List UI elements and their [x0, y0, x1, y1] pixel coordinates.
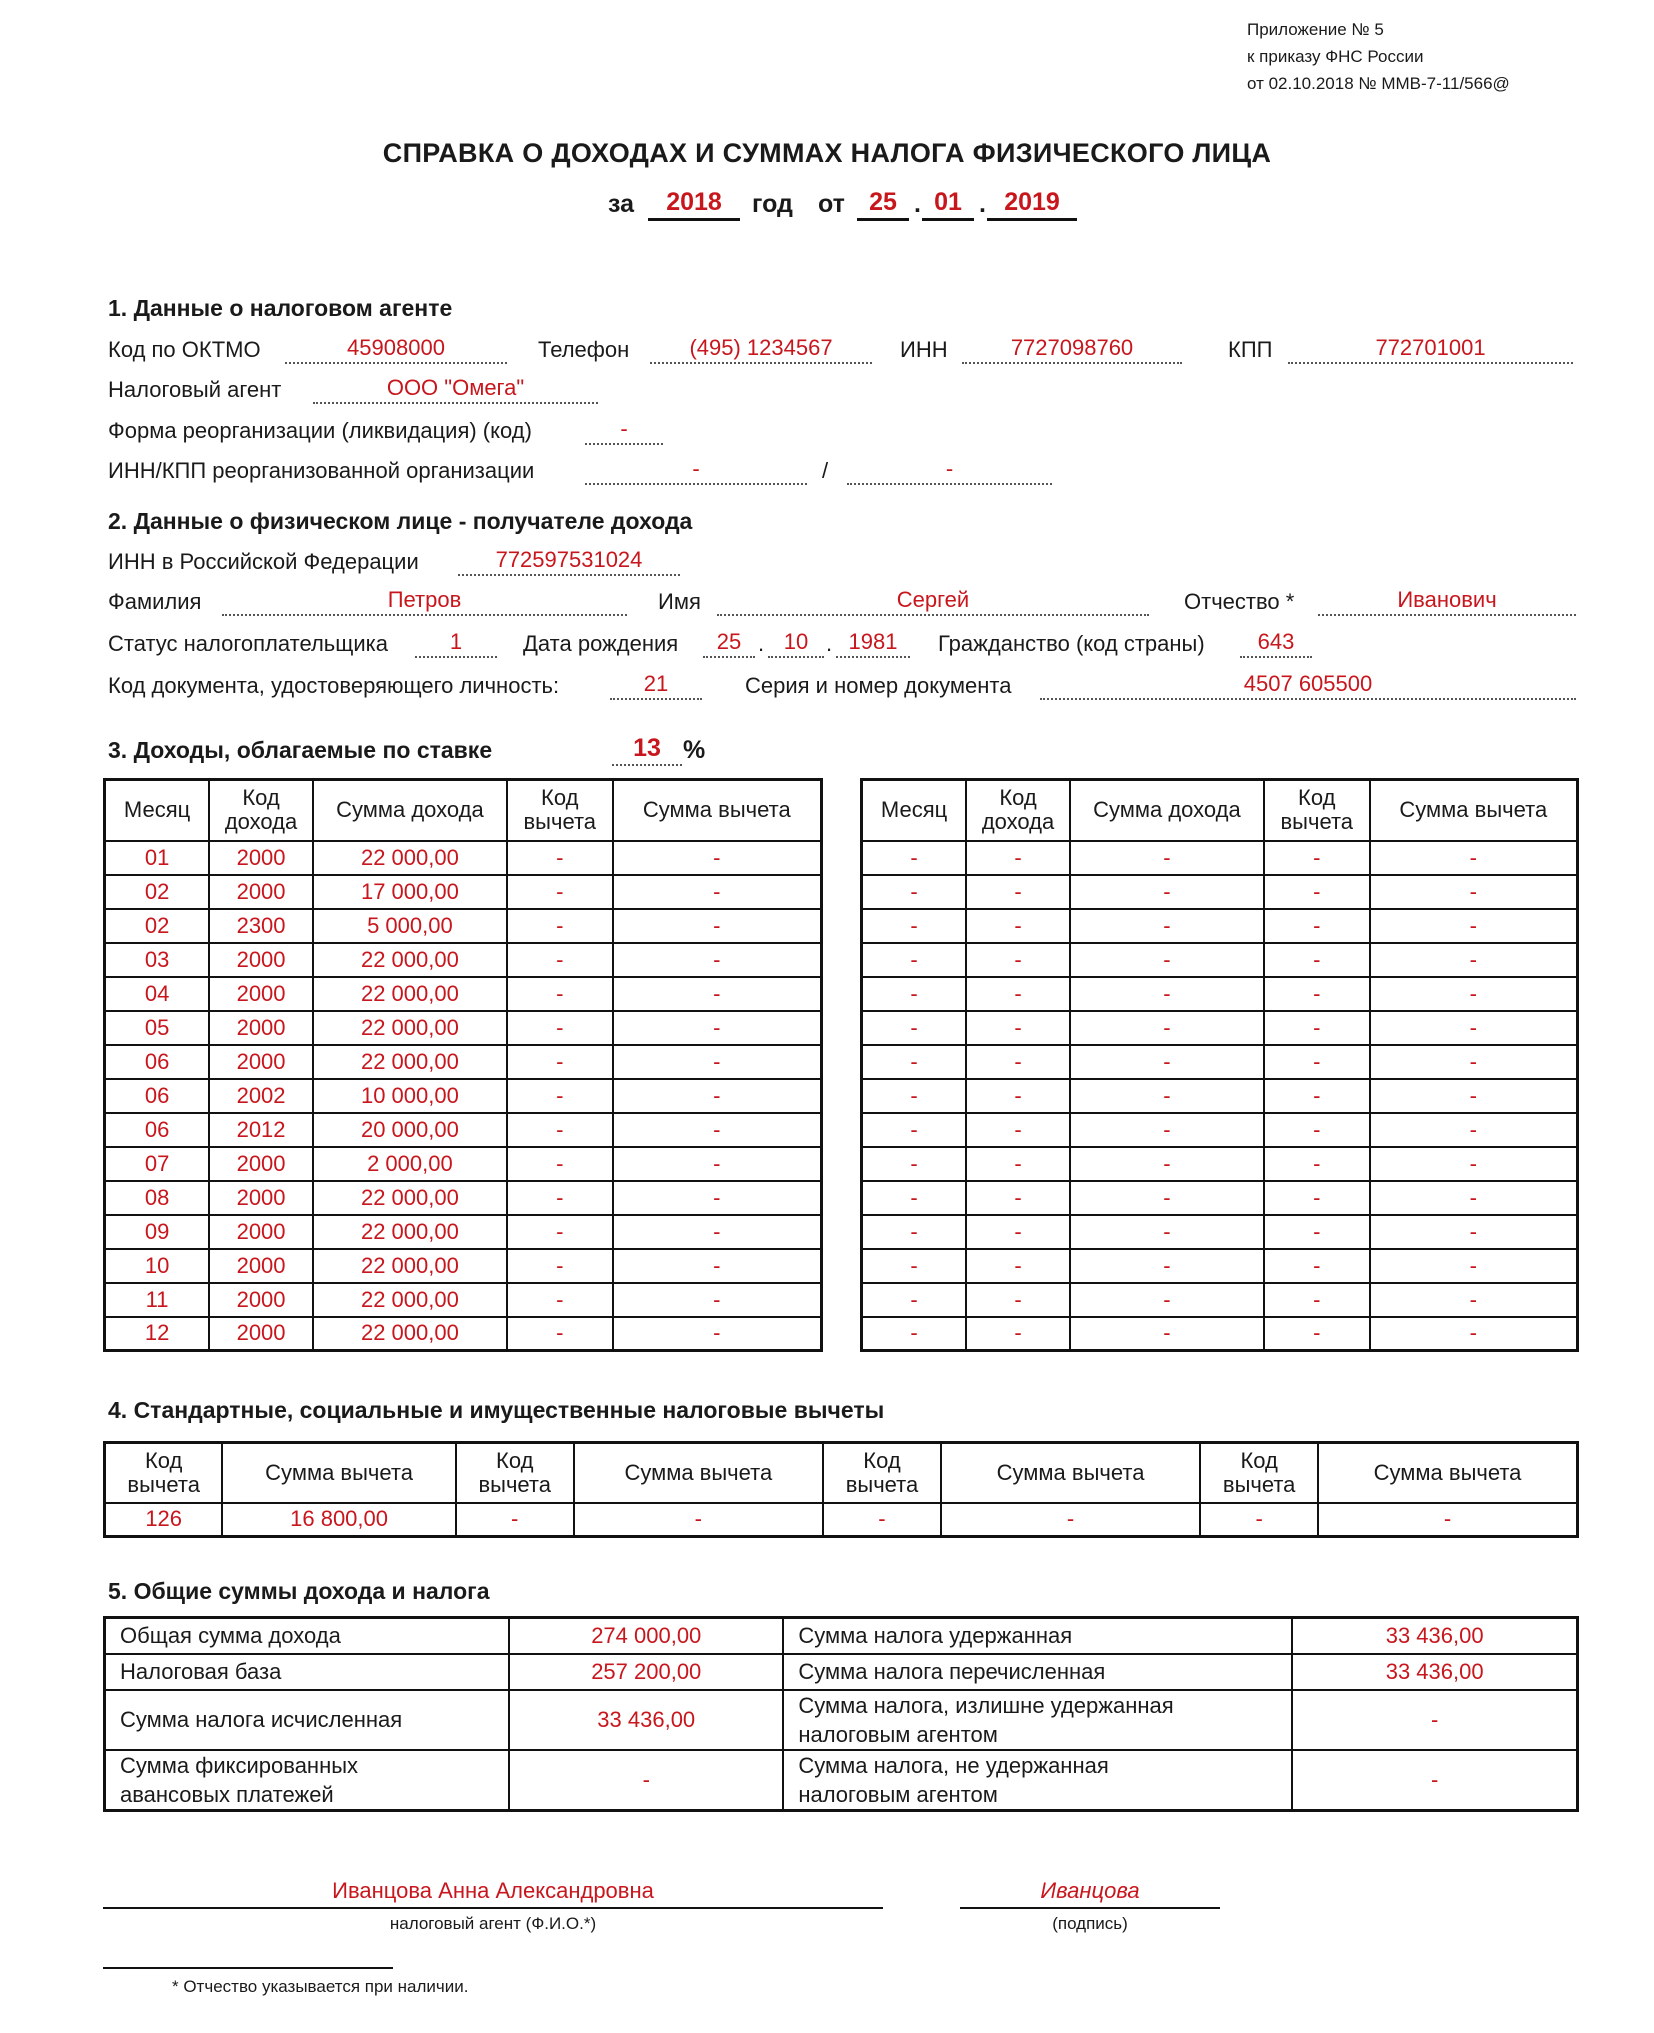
deduction-sum-cell: - — [613, 841, 822, 875]
tax-withheld-value: 33 436,00 — [1292, 1618, 1577, 1654]
income-row — [862, 943, 1578, 977]
month-cell: - — [862, 1249, 967, 1283]
deduction-sum-cell: - — [1370, 1113, 1578, 1147]
appendix-line-2: к приказу ФНС России — [1247, 47, 1424, 66]
deduction-code-cell: - — [507, 1283, 613, 1317]
reorg-slash: / — [822, 458, 829, 483]
deduction-sum-value: - — [574, 1503, 823, 1537]
income-row — [862, 1249, 1578, 1283]
income-sum-cell: 10 000,00 — [313, 1079, 507, 1113]
doc-number-value: 4507 605500 — [1040, 670, 1576, 700]
income-sum-cell: - — [1070, 1045, 1264, 1079]
col-income-code-header: Код дохода — [209, 780, 313, 841]
col-income-sum-header: Сумма дохода — [1070, 780, 1264, 841]
deduction-sum-cell: - — [613, 1079, 822, 1113]
deduction-sum-value: - — [941, 1503, 1200, 1537]
appendix-line-3: от 02.10.2018 № ММВ-7-11/566@ — [1247, 74, 1510, 93]
deduction-code-cell: - — [1264, 1113, 1370, 1147]
month-cell: - — [862, 909, 967, 943]
income-code-cell: 2300 — [209, 909, 313, 943]
deduction-sum-value: 16 800,00 — [222, 1503, 455, 1537]
income-code-cell: 2012 — [209, 1113, 313, 1147]
income-sum-cell: - — [1070, 1181, 1264, 1215]
agent-inn-label: ИНН — [900, 337, 948, 362]
citizenship-label: Гражданство (код страны) — [938, 631, 1205, 656]
col-deduction-sum-header: Сумма вычета — [1370, 780, 1578, 841]
period-for-label: за — [608, 190, 635, 218]
income-code-cell: 2000 — [209, 1249, 313, 1283]
income-row — [105, 1113, 822, 1147]
birth-dot: . — [758, 631, 765, 656]
tax-overwithheld-value: - — [1292, 1690, 1577, 1750]
deduction-code-cell: - — [507, 1113, 613, 1147]
deduction-sum-value: - — [1318, 1503, 1577, 1537]
doc-number-label: Серия и номер документа — [745, 673, 1012, 698]
income-code-cell: - — [966, 977, 1070, 1011]
totals-table — [103, 1616, 1579, 1812]
income-code-cell: - — [966, 1317, 1070, 1351]
income-row — [862, 1045, 1578, 1079]
deduction-sum-cell: - — [1370, 1181, 1578, 1215]
month-cell: - — [862, 1147, 967, 1181]
income-code-cell: 2000 — [209, 1215, 313, 1249]
deduction-code-value: - — [823, 1503, 941, 1537]
month-cell: - — [862, 1215, 967, 1249]
income-sum-cell: - — [1070, 875, 1264, 909]
income-table-left — [103, 778, 823, 1352]
income-code-cell: - — [966, 1147, 1070, 1181]
deduction-sum-cell: - — [613, 1249, 822, 1283]
deduction-sum-cell: - — [613, 909, 822, 943]
fixed-advance-label: Сумма фиксированных авансовых платежей — [105, 1750, 510, 1811]
tax-calculated-value: 33 436,00 — [509, 1690, 783, 1750]
footnote: * Отчество указывается при наличии. — [172, 1977, 469, 1996]
deduction-code-header: Код вычета — [456, 1443, 574, 1503]
income-sum-cell: - — [1070, 1283, 1264, 1317]
col-deduction-code-header: Код вычета — [507, 780, 613, 841]
tax-transferred-value: 33 436,00 — [1292, 1654, 1577, 1690]
total-income-value: 274 000,00 — [509, 1618, 783, 1654]
birth-dot: . — [826, 631, 833, 656]
deduction-code-cell: - — [1264, 1011, 1370, 1045]
income-code-cell: 2002 — [209, 1079, 313, 1113]
income-sum-cell: 5 000,00 — [313, 909, 507, 943]
total-income-label: Общая сумма дохода — [105, 1618, 510, 1654]
name-label: Имя — [658, 589, 701, 614]
deduction-sum-cell: - — [613, 1283, 822, 1317]
period-from-label: от — [818, 190, 845, 218]
period-dot: . — [914, 190, 921, 218]
deduction-code-header: Код вычета — [105, 1443, 223, 1503]
birth-month-value: 10 — [768, 628, 824, 658]
deduction-sum-cell: - — [1370, 1249, 1578, 1283]
deduction-code-cell: - — [1264, 1181, 1370, 1215]
income-code-cell: 2000 — [209, 1283, 313, 1317]
deduction-sum-cell: - — [1370, 1147, 1578, 1181]
deduction-sum-header: Сумма вычета — [222, 1443, 455, 1503]
deduction-sum-cell: - — [613, 977, 822, 1011]
deduction-sum-cell: - — [1370, 1283, 1578, 1317]
deduction-code-cell: - — [507, 977, 613, 1011]
deductions-table — [103, 1441, 1579, 1538]
deduction-code-cell: - — [507, 1181, 613, 1215]
patronymic-label: Отчество * — [1184, 589, 1295, 614]
percent-sign: % — [683, 736, 706, 764]
page-title: СПРАВКА О ДОХОДАХ И СУММАХ НАЛОГА ФИЗИЧЕСКОГО ЛИЦА — [382, 138, 1272, 168]
deduction-sum-cell: - — [1370, 1079, 1578, 1113]
income-sum-cell: 22 000,00 — [313, 943, 507, 977]
income-rows-left — [105, 841, 822, 1351]
deduction-sum-cell: - — [613, 1113, 822, 1147]
income-sum-cell: 20 000,00 — [313, 1113, 507, 1147]
deduction-sum-cell: - — [1370, 1011, 1578, 1045]
month-cell: 04 — [105, 977, 210, 1011]
income-row — [105, 909, 822, 943]
income-sum-cell: 22 000,00 — [313, 1045, 507, 1079]
income-rows-right — [862, 841, 1578, 1351]
deduction-code-cell: - — [1264, 1045, 1370, 1079]
income-row — [862, 1317, 1578, 1351]
income-code-cell: - — [966, 909, 1070, 943]
reorg-kpp-value: - — [847, 455, 1052, 485]
deduction-sum-cell: - — [1370, 943, 1578, 977]
oktmo-label: Код по ОКТМО — [108, 337, 261, 362]
month-cell: - — [862, 1181, 967, 1215]
name-value: Сергей — [717, 586, 1149, 616]
birth-year-value: 1981 — [836, 628, 910, 658]
income-row — [862, 1079, 1578, 1113]
income-code-cell: - — [966, 1249, 1070, 1283]
month-cell: - — [862, 1113, 967, 1147]
agent-kpp-label: КПП — [1228, 337, 1273, 362]
income-code-cell: - — [966, 841, 1070, 875]
deduction-code-header: Код вычета — [823, 1443, 941, 1503]
deduction-sum-cell: - — [613, 875, 822, 909]
agent-fio-caption: налоговый агент (Ф.И.О.*) — [389, 1914, 597, 1933]
deduction-sum-cell: - — [613, 943, 822, 977]
deduction-code-cell: - — [507, 1011, 613, 1045]
doc-code-label: Код документа, удостоверяющего личность: — [108, 673, 560, 698]
appendix-line-1: Приложение № 5 — [1247, 20, 1384, 39]
income-sum-cell: 22 000,00 — [313, 1249, 507, 1283]
period-year: 2018 — [648, 186, 740, 221]
footnote-divider — [103, 1967, 393, 1969]
tax-overwithheld-label: Сумма налога, излишне удержанная налоговым агентом — [783, 1690, 1292, 1750]
month-cell: 08 — [105, 1181, 210, 1215]
col-month-header: Месяц — [105, 780, 210, 841]
income-row — [105, 1317, 822, 1351]
income-sum-cell: - — [1070, 1113, 1264, 1147]
deduction-sum-cell: - — [1370, 977, 1578, 1011]
income-row — [105, 1283, 822, 1317]
col-deduction-sum-header: Сумма вычета — [613, 780, 822, 841]
deduction-code-cell: - — [1264, 977, 1370, 1011]
income-row — [862, 1283, 1578, 1317]
income-code-cell: 2000 — [209, 1147, 313, 1181]
income-row — [862, 1181, 1578, 1215]
period-date-year: 2019 — [987, 186, 1077, 221]
status-value: 1 — [415, 628, 497, 658]
income-row — [105, 1181, 822, 1215]
income-code-cell: - — [966, 1079, 1070, 1113]
income-sum-cell: 2 000,00 — [313, 1147, 507, 1181]
deduction-sum-header: Сумма вычета — [1318, 1443, 1577, 1503]
person-inn-value: 772597531024 — [458, 546, 680, 576]
section3-heading: 3. Доходы, облагаемые по ставке — [108, 737, 493, 763]
period-day: 25 — [857, 186, 909, 221]
deduction-sum-cell: - — [1370, 875, 1578, 909]
status-label: Статус налогоплательщика — [108, 631, 389, 656]
income-sum-cell: 22 000,00 — [313, 1011, 507, 1045]
section4-heading: 4. Стандартные, социальные и имущественные налоговые вычеты — [108, 1397, 885, 1423]
income-table-right — [860, 778, 1579, 1352]
deduction-code-cell: - — [1264, 909, 1370, 943]
deduction-code-cell: - — [507, 875, 613, 909]
tax-base-value: 257 200,00 — [509, 1654, 783, 1690]
month-cell: 06 — [105, 1045, 210, 1079]
doc-code-value: 21 — [610, 670, 702, 700]
person-inn-label: ИНН в Российской Федерации — [108, 549, 419, 574]
deduction-sum-cell: - — [1370, 909, 1578, 943]
income-sum-cell: 22 000,00 — [313, 1181, 507, 1215]
tax-calculated-label: Сумма налога исчисленная — [105, 1690, 510, 1750]
month-cell: 06 — [105, 1113, 210, 1147]
period-month: 01 — [922, 186, 974, 221]
phone-label: Телефон — [538, 337, 630, 362]
deduction-code-cell: - — [1264, 1215, 1370, 1249]
income-code-cell: 2000 — [209, 1045, 313, 1079]
tax-not-withheld-label: Сумма налога, не удержанная налоговым агентом — [783, 1750, 1292, 1811]
income-code-cell: 2000 — [209, 1317, 313, 1351]
deduction-code-cell: - — [507, 943, 613, 977]
patronymic-value: Иванович — [1318, 586, 1576, 616]
deduction-code-cell: - — [1264, 1147, 1370, 1181]
income-code-cell: - — [966, 1181, 1070, 1215]
income-code-cell: 2000 — [209, 977, 313, 1011]
income-sum-cell: 22 000,00 — [313, 1215, 507, 1249]
deduction-code-value: - — [1200, 1503, 1318, 1537]
section2-heading: 2. Данные о физическом лице - получателе дохода — [108, 508, 693, 534]
reorg-inn-kpp-label: ИНН/КПП реорганизованной организации — [108, 458, 535, 483]
deduction-sum-header: Сумма вычета — [941, 1443, 1200, 1503]
income-row — [862, 1011, 1578, 1045]
income-code-cell: 2000 — [209, 943, 313, 977]
income-row — [862, 909, 1578, 943]
deduction-code-cell: - — [507, 909, 613, 943]
month-cell: - — [862, 1283, 967, 1317]
fixed-advance-value: - — [509, 1750, 783, 1811]
col-income-code-header: Код дохода — [966, 780, 1070, 841]
deduction-code-cell: - — [1264, 943, 1370, 977]
signature-value: Иванцова — [960, 1877, 1220, 1909]
reorg-inn-value: - — [585, 455, 807, 485]
income-row — [105, 875, 822, 909]
month-cell: 12 — [105, 1317, 210, 1351]
income-code-cell: 2000 — [209, 875, 313, 909]
income-sum-cell: - — [1070, 1011, 1264, 1045]
agent-value: ООО "Омега" — [313, 374, 598, 404]
col-deduction-code-header: Код вычета — [1264, 780, 1370, 841]
income-code-cell: - — [966, 875, 1070, 909]
appendix-note — [1247, 16, 1510, 97]
income-code-cell: 2000 — [209, 1181, 313, 1215]
income-row — [105, 943, 822, 977]
agent-label: Налоговый агент — [108, 377, 282, 402]
deduction-code-cell: - — [507, 1079, 613, 1113]
month-cell: 03 — [105, 943, 210, 977]
deduction-sum-cell: - — [613, 1045, 822, 1079]
birth-day-value: 25 — [703, 628, 755, 658]
month-cell: - — [862, 1011, 967, 1045]
col-income-sum-header: Сумма дохода — [313, 780, 507, 841]
deduction-code-cell: - — [507, 1147, 613, 1181]
income-row — [862, 977, 1578, 1011]
deduction-code-value: 126 — [105, 1503, 223, 1537]
income-row — [105, 1147, 822, 1181]
phone-value: (495) 1234567 — [650, 334, 872, 364]
month-cell: 02 — [105, 875, 210, 909]
month-cell: - — [862, 943, 967, 977]
deduction-code-cell: - — [507, 1215, 613, 1249]
income-sum-cell: 22 000,00 — [313, 841, 507, 875]
month-cell: 10 — [105, 1249, 210, 1283]
income-sum-cell: 22 000,00 — [313, 1317, 507, 1351]
income-sum-cell: - — [1070, 977, 1264, 1011]
col-month-header: Месяц — [862, 780, 967, 841]
tax-withheld-label: Сумма налога удержанная — [783, 1618, 1292, 1654]
signature-caption: (подпись) — [1052, 1914, 1128, 1933]
period-dot: . — [979, 190, 986, 218]
deduction-sum-cell: - — [613, 1317, 822, 1351]
tax-base-label: Налоговая база — [105, 1654, 510, 1690]
birthdate-label: Дата рождения — [523, 631, 679, 656]
deduction-sum-header: Сумма вычета — [574, 1443, 823, 1503]
reorg-form-value: - — [585, 415, 663, 445]
deduction-code-cell: - — [1264, 1283, 1370, 1317]
month-cell: 11 — [105, 1283, 210, 1317]
income-row — [105, 1249, 822, 1283]
tax-rate-value: 13 — [612, 732, 682, 766]
income-sum-cell: - — [1070, 1317, 1264, 1351]
deduction-sum-cell: - — [1370, 1317, 1578, 1351]
month-cell: - — [862, 841, 967, 875]
income-sum-cell: - — [1070, 1215, 1264, 1249]
deduction-sum-cell: - — [1370, 1215, 1578, 1249]
income-row — [862, 841, 1578, 875]
deduction-code-cell: - — [1264, 1249, 1370, 1283]
section1-heading: 1. Данные о налоговом агенте — [108, 295, 453, 321]
income-code-cell: - — [966, 1283, 1070, 1317]
income-sum-cell: 17 000,00 — [313, 875, 507, 909]
deduction-code-value: - — [456, 1503, 574, 1537]
income-row — [862, 1113, 1578, 1147]
income-code-cell: - — [966, 943, 1070, 977]
month-cell: 05 — [105, 1011, 210, 1045]
deduction-code-cell: - — [507, 1317, 613, 1351]
surname-label: Фамилия — [108, 589, 202, 614]
income-code-cell: 2000 — [209, 1011, 313, 1045]
income-row — [105, 1079, 822, 1113]
month-cell: 02 — [105, 909, 210, 943]
deduction-sum-cell: - — [613, 1181, 822, 1215]
month-cell: 09 — [105, 1215, 210, 1249]
agent-kpp-value: 772701001 — [1288, 334, 1573, 364]
month-cell: - — [862, 1317, 967, 1351]
income-code-cell: - — [966, 1215, 1070, 1249]
deduction-code-cell: - — [507, 1249, 613, 1283]
income-sum-cell: - — [1070, 1079, 1264, 1113]
deduction-code-cell: - — [1264, 875, 1370, 909]
tax-transferred-label: Сумма налога перечисленная — [783, 1654, 1292, 1690]
income-row — [105, 1215, 822, 1249]
income-row — [105, 1011, 822, 1045]
income-code-cell: 2000 — [209, 841, 313, 875]
income-sum-cell: 22 000,00 — [313, 977, 507, 1011]
deduction-code-cell: - — [1264, 841, 1370, 875]
deduction-sum-cell: - — [1370, 1045, 1578, 1079]
income-row — [105, 841, 822, 875]
income-row — [105, 977, 822, 1011]
income-row — [105, 1045, 822, 1079]
income-sum-cell: - — [1070, 943, 1264, 977]
income-sum-cell: - — [1070, 1249, 1264, 1283]
income-code-cell: - — [966, 1113, 1070, 1147]
month-cell: - — [862, 875, 967, 909]
month-cell: 01 — [105, 841, 210, 875]
agent-inn-value: 7727098760 — [962, 334, 1182, 364]
deduction-code-cell: - — [507, 841, 613, 875]
deduction-sum-cell: - — [1370, 841, 1578, 875]
reorg-form-label: Форма реорганизации (ликвидация) (код) — [108, 418, 532, 443]
deduction-code-cell: - — [1264, 1079, 1370, 1113]
section5-heading: 5. Общие суммы дохода и налога — [108, 1578, 490, 1604]
deduction-code-header: Код вычета — [1200, 1443, 1318, 1503]
month-cell: - — [862, 1045, 967, 1079]
deduction-code-cell: - — [507, 1045, 613, 1079]
period-year-label: год — [752, 190, 793, 218]
income-sum-cell: - — [1070, 1147, 1264, 1181]
income-row — [862, 1215, 1578, 1249]
deduction-sum-cell: - — [613, 1147, 822, 1181]
income-sum-cell: - — [1070, 909, 1264, 943]
month-cell: - — [862, 977, 967, 1011]
deduction-sum-cell: - — [613, 1011, 822, 1045]
income-row — [862, 1147, 1578, 1181]
surname-value: Петров — [222, 586, 627, 616]
deduction-code-cell: - — [1264, 1317, 1370, 1351]
income-code-cell: - — [966, 1011, 1070, 1045]
income-row — [862, 875, 1578, 909]
month-cell: 07 — [105, 1147, 210, 1181]
tax-not-withheld-value: - — [1292, 1750, 1577, 1811]
month-cell: - — [862, 1079, 967, 1113]
income-sum-cell: - — [1070, 841, 1264, 875]
month-cell: 06 — [105, 1079, 210, 1113]
oktmo-value: 45908000 — [285, 334, 507, 364]
income-sum-cell: 22 000,00 — [313, 1283, 507, 1317]
deduction-sum-cell: - — [613, 1215, 822, 1249]
income-code-cell: - — [966, 1045, 1070, 1079]
agent-fio-value: Иванцова Анна Александровна — [103, 1877, 883, 1909]
citizenship-value: 643 — [1240, 628, 1312, 658]
